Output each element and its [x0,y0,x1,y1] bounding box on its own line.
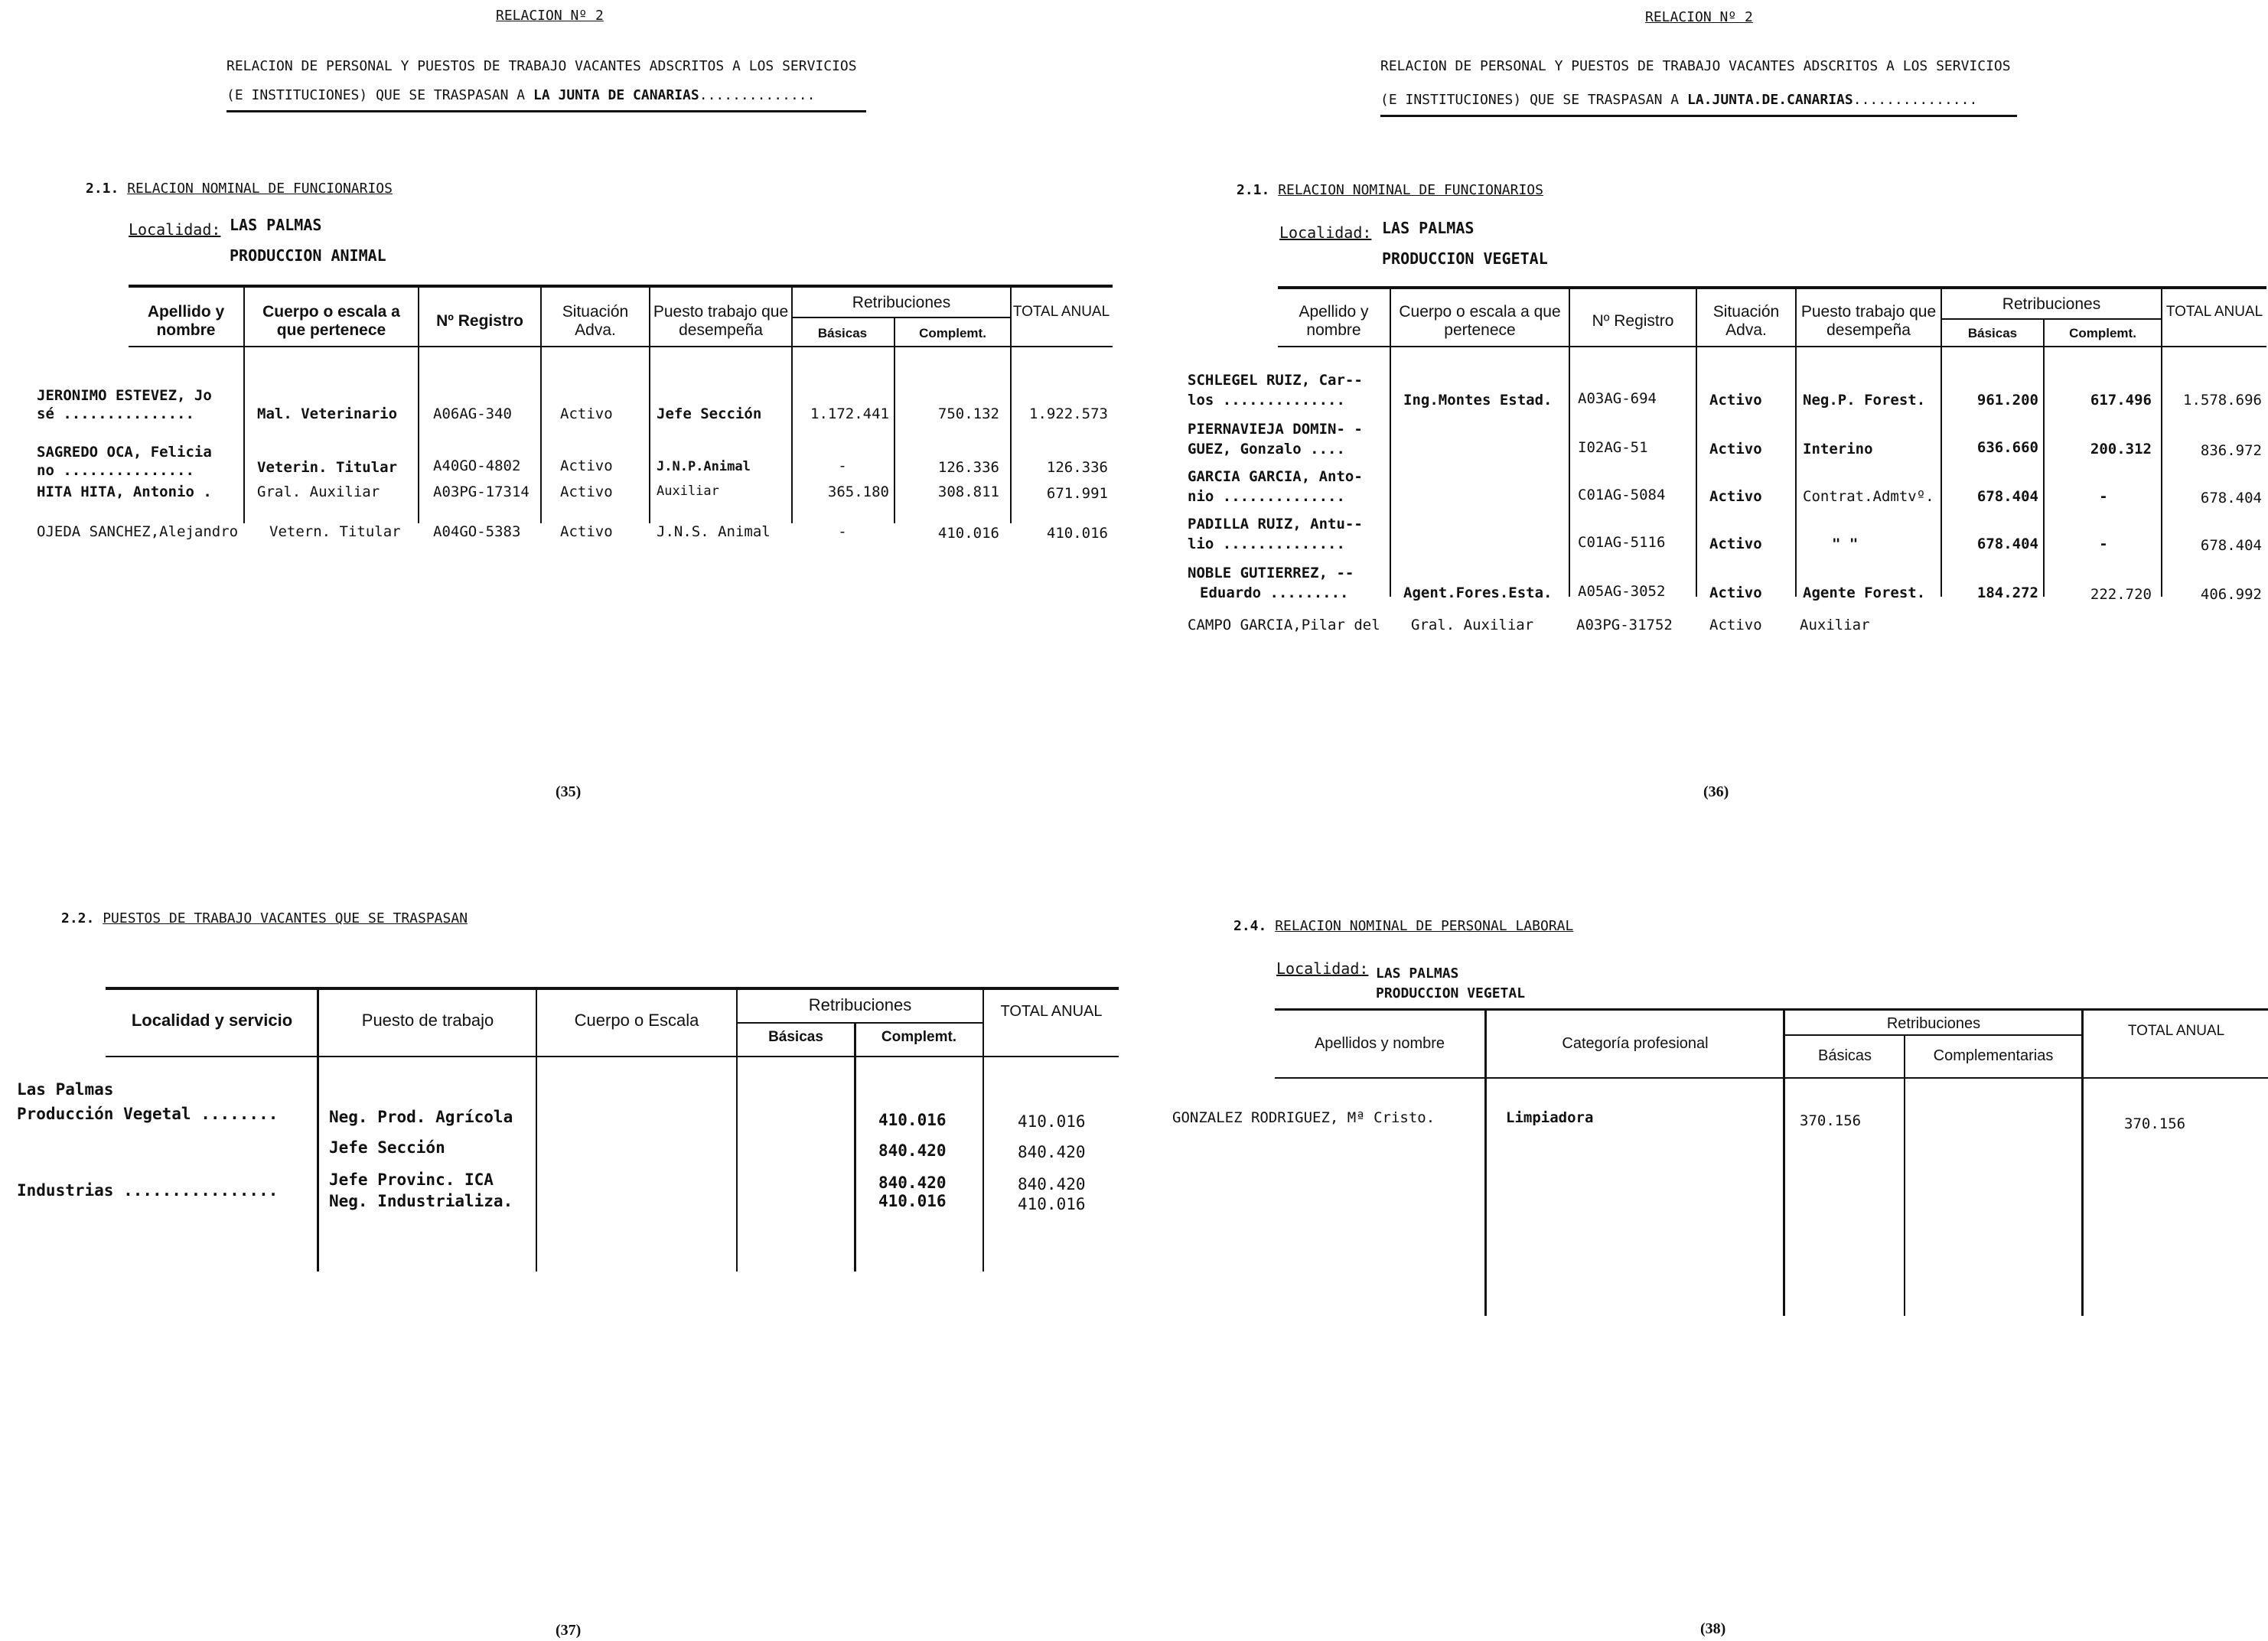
table-row-total: 370.156 [2124,1115,2186,1132]
table-row-name-cont: los .............. [1188,392,1345,409]
table-row-name: HITA HITA, Antonio . [37,484,212,500]
table-row-complem: - [2099,488,2108,505]
table-row-name: GARCIA GARCIA, Anto- [1188,468,1363,485]
group-servicio: Industrias ................ [17,1181,279,1200]
table-row-total: 410.016 [1018,1195,1086,1213]
localidad-value: LAS PALMAS [230,216,322,234]
table-row-situacion: Activo [1709,584,1762,601]
table-row-situacion: Activo [560,484,613,500]
table-row-name-cont: no ............... [37,462,194,479]
relacion-heading: RELACION Nº 2 [496,8,604,24]
page-number: (37) [556,1622,582,1639]
table-row-name: SCHLEGEL RUIZ, Car-- [1188,372,1363,389]
table-row-situacion: Activo [1709,441,1762,457]
table-row-registro: C01AG-5116 [1578,534,1666,551]
table-row-complem: 308.811 [937,484,999,500]
table-row-puesto: Auxiliar [657,484,719,499]
header-retribuciones: Retribuciones [1886,1015,1981,1032]
table-row-situacion: Activo [1709,392,1762,409]
table-row-complem: 750.132 [937,405,999,422]
header-underline [1380,115,2017,117]
table-row-basicas: 961.200 [1976,392,2038,409]
table-row-puesto: Jefe Sección [657,405,762,422]
table-row-basicas: 636.660 [1976,439,2038,456]
table-row-complem: 410.016 [937,525,999,542]
table-row-categoria: Limpiadora [1506,1109,1594,1126]
table-row-total: 840.420 [1018,1143,1086,1161]
table-row-name: SAGREDO OCA, Felicia [37,444,212,461]
header-target: LA JUNTA DE CANARIAS [533,87,699,103]
table-row-complem: 617.496 [2090,392,2152,409]
header-apellido: Apellido y nombre [147,303,225,339]
header-categoria: Categoría profesional [1562,1035,1709,1052]
table-row-total: 671.991 [1046,485,1108,502]
localidad-value: LAS PALMAS [1376,965,1459,982]
header-line-1: RELACION DE PERSONAL Y PUESTOS DE TRABAJO VACANTES ADSCRITOS A LOS SERVICIOS [1380,58,2011,74]
table-row-name: NOBLE GUTIERREZ, -- [1188,565,1354,581]
page-number: (36) [1703,783,1729,800]
group-servicio: Producción Vegetal ........ [17,1105,279,1123]
table-row-basicas: 678.404 [1976,536,2038,552]
header-basicas: Básicas [1967,326,2018,340]
header-line-2 [1380,92,1977,108]
table-row-puesto: " " [1832,536,1859,552]
header-complem: Complemt. [2069,326,2136,340]
table-row-total: 840.420 [1018,1175,1086,1193]
localidad-label: Localidad: [1279,223,1372,242]
table-row-basicas: 184.272 [1976,584,2038,601]
table-row-puesto: Contrat.Admtvº. [1803,488,1934,505]
table-row-complem: 200.312 [2090,441,2152,457]
table-row-situacion: Activo [560,457,613,474]
table-row-basicas: 678.404 [1976,488,2038,505]
table-row-situacion: Activo [560,405,613,422]
header-puesto: Puesto de trabajo [361,1011,494,1030]
table-row-puesto: J.N.P.Animal [657,459,751,474]
header-target: LA.JUNTA.DE.CANARIAS [1686,92,1853,108]
header-total: TOTAL ANUAL [2165,304,2263,320]
header-dots: ............... [1853,92,1978,108]
table-row-registro: A04GO-5383 [433,523,521,540]
table-row-basicas: 370.156 [1800,1112,1862,1129]
header-underline [226,110,866,112]
table-row-situacion: Activo [1709,617,1762,633]
header-localidad: Localidad y servicio [131,1011,293,1030]
table-row-total: 126.336 [1046,459,1108,476]
table-row-name-cont: nio .............. [1188,488,1345,505]
page-number: (38) [1700,1620,1726,1637]
localidad-label: Localidad: [1276,959,1369,978]
header-retribuciones: Retribuciones [852,294,951,311]
table-row-total: 678.404 [2200,490,2262,506]
table-row-cuerpo: Veterin. Titular [257,459,398,476]
servicio-value: PRODUCCION ANIMAL [230,246,386,265]
table-row-complem: 222.720 [2090,586,2152,603]
table-row-name: CAMPO GARCIA,Pilar del [1188,617,1380,633]
table-row-puesto: Interino [1803,441,1873,457]
table-row-basicas: 1.172.441 [810,405,889,422]
table-row-complem: 840.420 [878,1141,947,1160]
header-registro: Nº Registro [1592,312,1674,330]
header-total: TOTAL ANUAL [2127,1023,2225,1039]
table-row-basicas: 365.180 [827,484,889,500]
table-row-puesto: Agente Forest. [1803,584,1926,601]
section-number: 2.1. RELACION NOMINAL DE FUNCIONARIOS [86,181,393,197]
header-line-1: RELACION DE PERSONAL Y PUESTOS DE TRABAJO VACANTES ADSCRITOS A LOS SERVICIOS [226,58,857,74]
table-row-complem: 410.016 [878,1111,947,1129]
relacion-heading: RELACION Nº 2 [1645,9,1753,25]
table-row-registro: A06AG-340 [433,405,512,422]
table-row-situacion: Activo [1709,488,1762,505]
table-row-name: OJEDA SANCHEZ,Alejandro [37,523,239,540]
header-retribuciones: Retribuciones [808,995,912,1014]
table-row-complem: 126.336 [937,459,999,476]
table-row-cuerpo: Gral. Auxiliar [257,484,380,500]
table-row-total: 678.404 [2200,537,2262,554]
table-row-registro: A03AG-694 [1578,390,1657,407]
section-number: 2.4. RELACION NOMINAL DE PERSONAL LABORAL [1233,918,1574,934]
table-row-total: 836.972 [2200,442,2262,459]
table-row-total: 406.992 [2200,586,2262,603]
header-basicas: Básicas [1817,1047,1872,1064]
header-puesto: Puesto trabajo que desempeña [1800,303,1937,339]
table-row-nombre: GONZALEZ RODRIGUEZ, Mª Cristo. [1172,1109,1435,1126]
header-complementarias: Complementarias [1933,1047,2054,1064]
table-row-puesto: Jefe Sección [329,1138,445,1157]
localidad-label: Localidad: [129,220,221,239]
table-row-registro: I02AG-51 [1578,439,1648,456]
table-row-situacion: Activo [1709,536,1762,552]
header-cuerpo: Cuerpo o escala a que pertenece [262,303,400,339]
table-row-registro: A03PG-17314 [433,484,530,500]
table-row-name: JERONIMO ESTEVEZ, Jo [37,387,212,404]
table-row-name-cont: GUEZ, Gonzalo .... [1188,441,1345,457]
table-row-total: 1.922.573 [1029,405,1108,422]
table-row-puesto: Neg. Prod. Agrícola [329,1108,513,1126]
header-basicas: Básicas [768,1029,823,1045]
table-row-name-cont: Eduardo ......... [1200,584,1349,601]
table-row-name-cont: sé ............... [37,405,194,422]
header-apellidos: Apellidos y nombre [1314,1035,1445,1052]
servicio-value: PRODUCCION VEGETAL [1376,985,1526,1001]
table-row-cuerpo: Vetern. Titular [269,523,401,540]
group-localidad: Las Palmas [17,1080,114,1099]
section-number: 2.1. RELACION NOMINAL DE FUNCIONARIOS [1237,182,1543,198]
header-total: TOTAL ANUAL [1000,1003,1103,1020]
header-cuerpo: Cuerpo o Escala [574,1011,699,1030]
table-row-basicas: - [838,523,847,540]
table-row-cuerpo: Gral. Auxiliar [1411,617,1534,633]
header-complem: Complemt. [919,326,986,340]
header-situacion: Situación Adva. [562,303,629,339]
table-row-puesto: Jefe Provinc. ICA [329,1171,494,1189]
table-row-puesto: Neg.P. Forest. [1803,392,1926,409]
table-row-total: 1.578.696 [2183,392,2262,409]
page-number: (35) [556,783,582,800]
section-number: 2.2. PUESTOS DE TRABAJO VACANTES QUE SE TRASPASAN [61,910,468,926]
header-retribuciones: Retribuciones [2002,295,2101,313]
header-apellido: Apellido y nombre [1299,303,1369,339]
table-row-complem: - [2099,536,2108,552]
table-row-cuerpo: Ing.Montes Estad. [1403,392,1553,409]
table-row-total: 410.016 [1018,1112,1086,1131]
table-row-name: PIERNAVIEJA DOMIN- - [1188,421,1363,438]
table-row-cuerpo: Agent.Fores.Esta. [1403,584,1553,601]
table-row-registro: C01AG-5084 [1578,487,1666,503]
header-complem: Complemt. [881,1029,957,1045]
table-row-total: 410.016 [1046,525,1108,542]
table-row-name: PADILLA RUIZ, Antu-- [1188,516,1363,532]
table-row-complem: 840.420 [878,1174,947,1192]
header-puesto: Puesto trabajo que desempeña [653,303,789,339]
table-row-puesto: J.N.S. Animal [657,523,771,540]
header-line-2 [226,87,815,103]
header-total: TOTAL ANUAL [1012,304,1110,320]
header-situacion: Situación Adva. [1712,303,1780,339]
header-line-2-prefix: (E INSTITUCIONES) QUE SE TRASPASAN A [226,87,526,103]
header-dots: .............. [699,87,816,103]
table-row-basicas: - [838,457,847,474]
table-row-cuerpo: Mal. Veterinario [257,405,398,422]
header-basicas: Básicas [817,326,868,340]
header-cuerpo: Cuerpo o escala a que pertenece [1399,303,1561,339]
table-row-name-cont: lio .............. [1188,536,1345,552]
localidad-value: LAS PALMAS [1382,219,1475,237]
header-registro: Nº Registro [436,312,523,330]
table-row-situacion: Activo [560,523,613,540]
table-row-puesto: Neg. Industrializa. [329,1192,513,1210]
servicio-value: PRODUCCION VEGETAL [1382,249,1548,268]
table-row-registro: A05AG-3052 [1578,583,1666,600]
table-row-complem: 410.016 [878,1192,947,1210]
header-line-2-prefix: (E INSTITUCIONES) QUE SE TRASPASAN A [1380,92,1680,108]
table-row-registro: A40GO-4802 [433,457,521,474]
table-row-registro: A03PG-31752 [1576,617,1673,633]
table-row-puesto: Auxiliar [1800,617,1870,633]
